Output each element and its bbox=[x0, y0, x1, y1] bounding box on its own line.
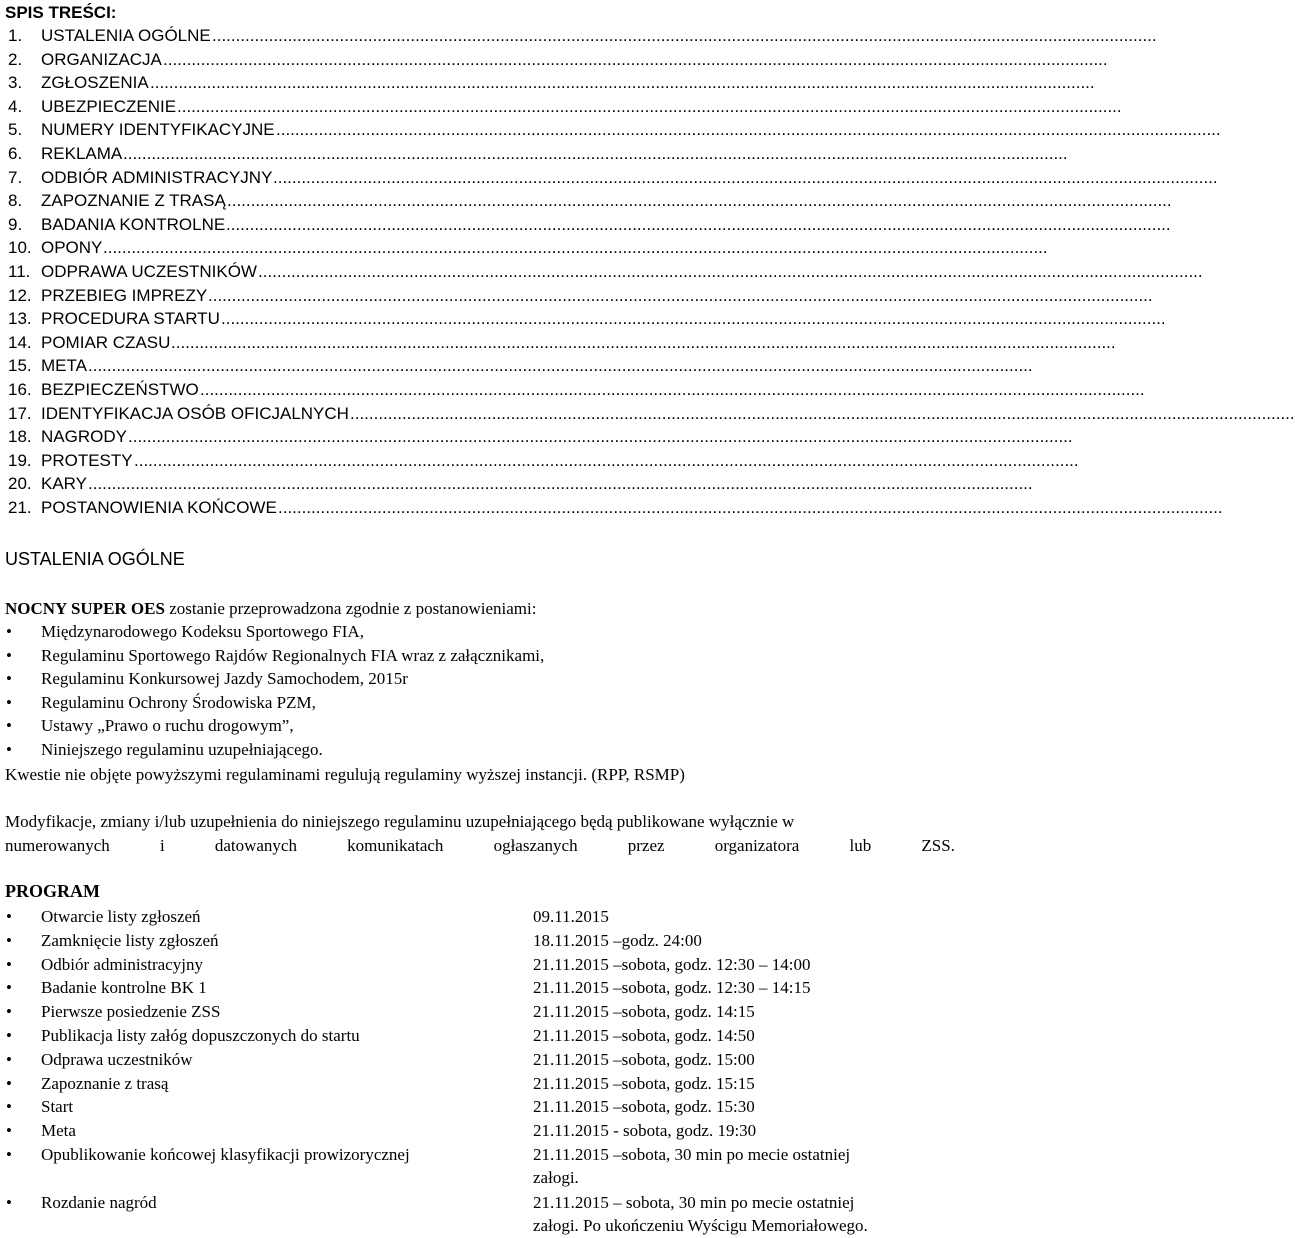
program-item-label: Badanie kontrolne BK 1 bbox=[41, 978, 207, 998]
toc-item-label: REKLAMA bbox=[41, 144, 123, 163]
program-item-label: Rozdanie nagród bbox=[41, 1193, 157, 1212]
toc-item-label: BEZPIECZEŃSTWO bbox=[41, 380, 199, 399]
toc-item-number: 20. bbox=[8, 474, 32, 494]
regulations-note: Kwestie nie objęte powyższymi regulaminami regulują regulaminy wyższej instancji. (RPP, RSMP) bbox=[5, 765, 685, 784]
bullet-icon: • bbox=[6, 978, 12, 998]
bullet-icon: • bbox=[6, 622, 12, 641]
program-item bbox=[0, 976, 955, 1000]
toc-dot-leader: ........................................................................................................................................................................................................ bbox=[200, 380, 1145, 399]
program-item-date: 18.11.2015 –godz. 24:00 bbox=[533, 930, 702, 950]
toc-item-number: 1. bbox=[8, 26, 23, 45]
toc-item[interactable] bbox=[0, 167, 1218, 188]
program-item bbox=[0, 1000, 955, 1024]
toc-item[interactable] bbox=[0, 498, 1223, 518]
regulation-item bbox=[0, 667, 950, 691]
toc-item-label: NUMERY IDENTYFIKACYJNE bbox=[41, 120, 275, 140]
toc-item-number: 16. bbox=[8, 380, 32, 399]
regulation-text: Regulaminu Sportowego Rajdów Regionalnych FIA wraz z załącznikami, bbox=[41, 645, 545, 665]
program-item-label: Publikacja listy załóg dopuszczonych do startu bbox=[41, 1026, 360, 1045]
toc-item-label: PROCEDURA STARTU bbox=[41, 309, 220, 329]
bullet-icon: • bbox=[6, 669, 12, 688]
toc-item[interactable] bbox=[0, 191, 1172, 211]
intro-paragraph bbox=[5, 597, 536, 620]
program-item-label: Zapoznanie z trasą bbox=[41, 1073, 169, 1093]
toc-dot-leader: ........................................................................................................................................................................................................ bbox=[221, 309, 1166, 329]
toc-dot-leader: ........................................................................................................................................................................................................ bbox=[134, 450, 1079, 470]
toc-item[interactable] bbox=[0, 144, 1068, 164]
toc-dot-leader: ........................................................................................................................................................................................................ bbox=[88, 474, 1033, 494]
program-item-label: Meta bbox=[41, 1121, 76, 1141]
toc-dot-leader: ........................................................................................................................................................................................................ bbox=[208, 285, 1153, 305]
program-item-date: 21.11.2015 - sobota, godz. 19:30 bbox=[533, 1121, 757, 1141]
regulation-text: Regulaminu Ochrony Środowiska PZM, bbox=[41, 692, 316, 712]
toc-item-label: UBEZPIECZENIE bbox=[41, 96, 177, 116]
bullet-icon: • bbox=[6, 1049, 12, 1069]
program-item-date: 21.11.2015 –sobota, godz. 15:30 bbox=[533, 1097, 755, 1117]
toc-dot-leader: ........................................................................................................................................................................................................ bbox=[227, 191, 1172, 211]
toc-item-number: 12. bbox=[8, 285, 32, 305]
modification-line-2 bbox=[5, 834, 955, 857]
program-item-date: 21.11.2015 –sobota, godz. 12:30 – 14:00 bbox=[533, 954, 811, 974]
modification-word: ogłaszanych bbox=[493, 836, 578, 855]
modification-word: przez bbox=[627, 836, 665, 855]
modification-word: numerowanych bbox=[5, 836, 110, 855]
program-item-date: 21.11.2015 –sobota, godz. 15:00 bbox=[533, 1049, 755, 1069]
bullet-icon: • bbox=[6, 1097, 12, 1117]
toc-item[interactable] bbox=[0, 214, 1171, 235]
toc-dot-leader: ........................................................................................................................................................................................................ bbox=[278, 498, 1223, 517]
toc-item-number: 5. bbox=[8, 120, 23, 140]
toc-item-label: PROTESTY bbox=[41, 450, 133, 470]
bullet-icon: • bbox=[6, 1193, 12, 1212]
toc-dot-leader: ........................................................................................................................................................................................................ bbox=[350, 403, 1295, 423]
program-item-label: Otwarcie listy zgłoszeń bbox=[41, 907, 201, 926]
program-item bbox=[0, 1072, 955, 1096]
modification-word: lub bbox=[849, 836, 872, 855]
toc-dot-leader: ........................................................................................................................................................................................................ bbox=[177, 96, 1122, 116]
toc-dot-leader: ........................................................................................................................................................................................................ bbox=[150, 73, 1095, 93]
intro-text: zostanie przeprowadzona zgodnie z postanowieniami: bbox=[169, 599, 537, 618]
program-item-date: 21.11.2015 –sobota, godz. 12:30 – 14:15 bbox=[533, 978, 811, 998]
regulation-text: Ustawy „Prawo o ruchu drogowym”, bbox=[41, 716, 294, 735]
regulation-item bbox=[0, 714, 950, 738]
program-item bbox=[0, 1095, 955, 1119]
modification-word: datowanych bbox=[214, 836, 297, 855]
toc-dot-leader: ........................................................................................................................................................................................................ bbox=[226, 214, 1171, 234]
bullet-icon: • bbox=[6, 907, 12, 926]
toc-item[interactable] bbox=[0, 120, 1221, 140]
toc-item[interactable] bbox=[0, 73, 1095, 93]
bullet-icon: • bbox=[6, 739, 12, 759]
toc-item[interactable] bbox=[0, 26, 1157, 46]
toc-item-label: META bbox=[41, 356, 87, 376]
modification-word: komunikatach bbox=[347, 836, 444, 855]
toc-item-label: ZGŁOSZENIA bbox=[41, 73, 149, 93]
program-item-label: Start bbox=[41, 1097, 74, 1117]
toc-dot-leader: ........................................................................................................................................................................................................ bbox=[276, 120, 1221, 140]
bullet-icon: • bbox=[6, 692, 12, 712]
regulation-text: Regulaminu Konkursowej Jazdy Samochodem, 2015r bbox=[41, 669, 408, 688]
program-item-label: Opublikowanie końcowej klasyfikacji prowizorycznej bbox=[41, 1145, 410, 1164]
toc-item-label: ODBIÓR ADMINISTRACYJNY bbox=[41, 167, 273, 187]
toc-dot-leader: ........................................................................................................................................................................................................ bbox=[258, 262, 1203, 281]
toc-item[interactable] bbox=[0, 238, 1048, 258]
toc-item-label: IDENTYFIKACJA OSÓB OFICJALNYCH bbox=[41, 403, 349, 423]
program-item bbox=[0, 1143, 955, 1189]
toc-item-label: PRZEBIEG IMPREZY bbox=[41, 285, 208, 305]
toc-dot-leader: ........................................................................................................................................................................................................ bbox=[163, 49, 1108, 69]
toc-item-number: 7. bbox=[8, 167, 23, 187]
toc-item[interactable] bbox=[0, 356, 1033, 376]
toc-item[interactable] bbox=[0, 309, 1166, 329]
modification-word: i bbox=[159, 836, 165, 855]
toc-item[interactable] bbox=[0, 380, 1145, 400]
bullet-icon: • bbox=[6, 1073, 12, 1093]
toc-item-number: 8. bbox=[8, 191, 23, 211]
bullet-icon: • bbox=[6, 930, 12, 950]
bullet-icon: • bbox=[6, 954, 12, 974]
program-item bbox=[0, 1191, 955, 1237]
toc-item-number: 2. bbox=[8, 49, 23, 69]
toc-dot-leader: ........................................................................................................................................................................................................ bbox=[88, 356, 1033, 376]
program-item-label: Odbiór administracyjny bbox=[41, 954, 203, 974]
toc-dot-leader: ........................................................................................................................................................................................................ bbox=[273, 167, 1218, 187]
bullet-icon: • bbox=[6, 716, 12, 735]
toc-item[interactable] bbox=[0, 96, 1122, 117]
modification-word: organizatora bbox=[714, 836, 800, 855]
toc-item-label: BADANIA KONTROLNE bbox=[41, 214, 226, 234]
toc-item-number: 3. bbox=[8, 73, 23, 93]
toc-dot-leader: ........................................................................................................................................................................................................ bbox=[171, 332, 1116, 352]
program-item-date-continued: załogi. Po ukończeniu Wyścigu Memoriałowego. bbox=[533, 1216, 868, 1235]
toc-item-number: 17. bbox=[8, 403, 32, 423]
toc-item-label: USTALENIA OGÓLNE bbox=[41, 26, 211, 45]
toc-item[interactable] bbox=[0, 332, 1116, 353]
toc-item-label: NAGRODY bbox=[41, 427, 127, 447]
program-item-date-continued: załogi. bbox=[533, 1168, 579, 1187]
toc-item-number: 15. bbox=[8, 356, 32, 376]
toc-item-label: ORGANIZACJA bbox=[41, 49, 162, 69]
toc-item-label: OPONY bbox=[41, 238, 103, 258]
toc-item-number: 10. bbox=[8, 238, 32, 258]
toc-item-label: POMIAR CZASU bbox=[41, 332, 171, 352]
program-item-date: 21.11.2015 – sobota, 30 min po mecie ostatniej bbox=[533, 1193, 855, 1212]
regulation-text: Międzynarodowego Kodeksu Sportowego FIA, bbox=[41, 622, 364, 641]
section-heading-general: USTALENIA OGÓLNE bbox=[5, 549, 185, 569]
toc-title: SPIS TREŚCI: bbox=[5, 3, 117, 22]
toc-item[interactable] bbox=[0, 49, 1108, 70]
program-item bbox=[0, 905, 955, 929]
bullet-icon: • bbox=[6, 1026, 12, 1045]
toc-dot-leader: ........................................................................................................................................................................................................ bbox=[103, 238, 1048, 258]
bullet-icon: • bbox=[6, 1145, 12, 1164]
toc-item[interactable] bbox=[0, 403, 1295, 424]
bullet-icon: • bbox=[6, 1002, 12, 1022]
program-heading: PROGRAM bbox=[5, 881, 100, 901]
regulation-item bbox=[0, 620, 950, 644]
program-item-date: 21.11.2015 –sobota, 30 min po mecie ostatniej bbox=[533, 1145, 851, 1164]
program-item-date: 21.11.2015 –sobota, godz. 14:50 bbox=[533, 1026, 755, 1045]
toc-item-number: 21. bbox=[8, 498, 32, 517]
toc-item-label: ODPRAWA UCZESTNIKÓW bbox=[41, 262, 257, 281]
toc-dot-leader: ........................................................................................................................................................................................................ bbox=[128, 427, 1073, 447]
toc-item-number: 11. bbox=[8, 262, 31, 281]
toc-item-number: 14. bbox=[8, 332, 32, 352]
regulation-item bbox=[0, 644, 950, 668]
toc-item-number: 19. bbox=[8, 450, 32, 470]
regulation-item bbox=[0, 691, 950, 715]
toc-dot-leader: ........................................................................................................................................................................................................ bbox=[123, 144, 1068, 163]
modification-line-1: Modyfikacje, zmiany i/lub uzupełnienia do niniejszego regulaminu uzupełniającego będą publikowane wyłącznie w bbox=[5, 812, 795, 831]
program-item-date: 21.11.2015 –sobota, godz. 15:15 bbox=[533, 1073, 755, 1093]
program-item-label: Pierwsze posiedzenie ZSS bbox=[41, 1002, 221, 1022]
toc-item-label: KARY bbox=[41, 474, 87, 494]
regulation-item bbox=[0, 738, 950, 762]
regulation-text: Niniejszego regulaminu uzupełniającego. bbox=[41, 739, 323, 759]
program-item-date: 21.11.2015 –sobota, godz. 14:15 bbox=[533, 1002, 755, 1022]
toc-item[interactable] bbox=[0, 474, 1033, 494]
toc-item[interactable] bbox=[0, 427, 1073, 447]
toc-item-number: 6. bbox=[8, 144, 23, 163]
program-item-label: Zamknięcie listy zgłoszeń bbox=[41, 930, 219, 950]
toc-item-number: 9. bbox=[8, 214, 23, 234]
toc-dot-leader: ........................................................................................................................................................................................................ bbox=[212, 26, 1157, 45]
toc-item-label: POSTANOWIENIA KOŃCOWE bbox=[41, 498, 277, 517]
toc-item-label: ZAPOZNANIE Z TRASĄ bbox=[41, 191, 226, 211]
toc-item[interactable] bbox=[0, 285, 1153, 306]
program-item-label: Odprawa uczestników bbox=[41, 1049, 193, 1069]
toc-item-number: 4. bbox=[8, 96, 23, 116]
toc-item-number: 13. bbox=[8, 309, 32, 329]
event-name: NOCNY SUPER OES bbox=[5, 599, 165, 618]
program-item bbox=[0, 953, 955, 977]
modification-word: ZSS. bbox=[921, 836, 955, 855]
program-item bbox=[0, 929, 955, 953]
program-item bbox=[0, 1048, 955, 1072]
program-item bbox=[0, 1119, 955, 1143]
toc-item-number: 18. bbox=[8, 427, 32, 447]
toc-item[interactable] bbox=[0, 450, 1079, 471]
program-item bbox=[0, 1024, 955, 1048]
toc-item[interactable] bbox=[0, 262, 1203, 282]
program-item-date: 09.11.2015 bbox=[533, 907, 609, 926]
bullet-icon: • bbox=[6, 1121, 12, 1141]
bullet-icon: • bbox=[6, 645, 12, 665]
